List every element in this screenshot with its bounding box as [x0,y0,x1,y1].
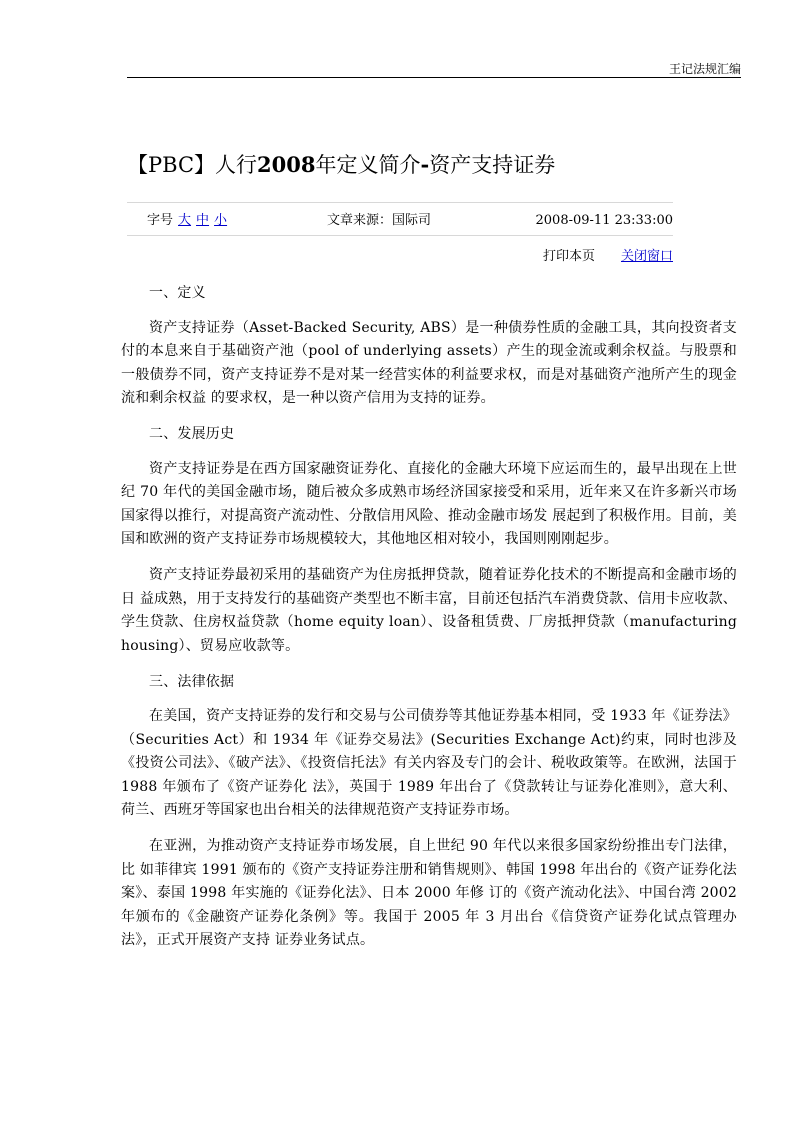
font-size-label: 字号 [147,213,174,228]
font-size-large-link[interactable]: 大 [178,213,192,228]
title-dash: - [420,152,430,177]
header-source-note: 王记法规汇编 [668,62,741,76]
meta-bottom-divider [127,235,673,236]
meta-top-divider [127,202,673,203]
section-heading-legal-basis: 三、法律依据 [149,673,235,690]
font-size-medium-link[interactable]: 中 [196,213,210,228]
section-heading-history: 二、发展历史 [149,426,235,442]
article-date: 2008-09-11 23:33:00 [535,213,673,228]
paragraph-history-2: 资产支持证券最初采用的基础资产为住房抵押贷款，随着证券化技术的不断提高和金融市场的日 益成熟，用于支持发行的基础资产类型也不断丰富，目前还包括汽车消费贷款、信用卡应收款、学生贷款、住房权益贷款（home equity loan）、设备租赁费、厂房抵押贷款（manufacturing housing）、贸易应收款等。 [121,567,737,654]
paragraph-definition: 资产支持证券（Asset-Backed Security, ABS）是一种债券性质的金融工具，其向投资者支付的本息来自于基础资产池（pool of underlying assets）产生的现金流或剩余权益。与股票和一般债券不同，资产支持证券不是对某一经营实体的利益要求权，而是对基础资产池所产生的现金流和剩余权益 的要求权，是一种以资产信用为支持的证券。 [121,319,737,406]
paragraph-history-1: 资产支持证券是在西方国家融资证券化、直接化的金融大环境下应运而生的，最早出现在上世纪 70 年代的美国金融市场，随后被众多成熟市场经济国家接受和采用，近年来又在许多新兴市场国家得以推行，对提高资产流动性、分散信用风险、推动金融市场发 展起到了积极作用。目前，美国和欧洲的资产支持证券市场规模较大，其他地区相对较小，我国则刚刚起步。 [121,460,737,547]
title-year: 2008 [257,152,316,177]
article-body [121,282,737,965]
title-mid: 年定义简介 [315,153,421,177]
article-meta-bar [127,211,673,231]
title-prefix: 【PBC】人行 [127,153,258,177]
article-actions [127,248,673,266]
paragraph-legal-asia: 在亚洲，为推动资产支持证券市场发展，自上世纪 90 年代以来很多国家纷纷推出专门法律，比 如菲律宾 1991 颁布的《资产支持证券注册和销售规则》、韩国 1998 年出台的《资产证券化法案》、泰国 1998 年实施的《证券化法》、日本 2000 年修 订的《资产流动化法》、中国台湾 2002 年颁布的《金融资产证券化条例》等。我国于 2005 年 3 月出台《信贷资产证券化试点管理办法》，正式开展资产支持 证券业务试点。 [121,838,737,948]
article-source: 文章来源：国际司 [327,213,432,228]
section-heading-definition: 一、定义 [149,285,206,301]
print-page-button[interactable]: 打印本页 [542,249,595,264]
header-divider [127,77,741,78]
title-suffix: 资产支持证券 [429,153,556,177]
font-size-small-link[interactable]: 小 [214,213,228,228]
article-title [127,150,741,180]
close-window-link[interactable]: 关闭窗口 [620,249,673,264]
font-size-controls [147,211,227,231]
paragraph-legal-us-europe: 在美国，资产支持证券的发行和交易与公司债券等其他证券基本相同，受 1933 年《证券法》（Securities Act）和 1934 年《证券交易法》(Securities Exchange Act)约束，同时也涉及《投资公司法》、《破产法》、《投资信托法》有关内容及专门的会计、税收政策等。在欧洲，法国于 1988 年颁布了《资产证券化 法》，英国于 1989 年出台了《贷款转让与证券化准则》，意大利、荷兰、西班牙等国家也出台相关的法律规范资产支持证券市场。 [121,708,737,818]
